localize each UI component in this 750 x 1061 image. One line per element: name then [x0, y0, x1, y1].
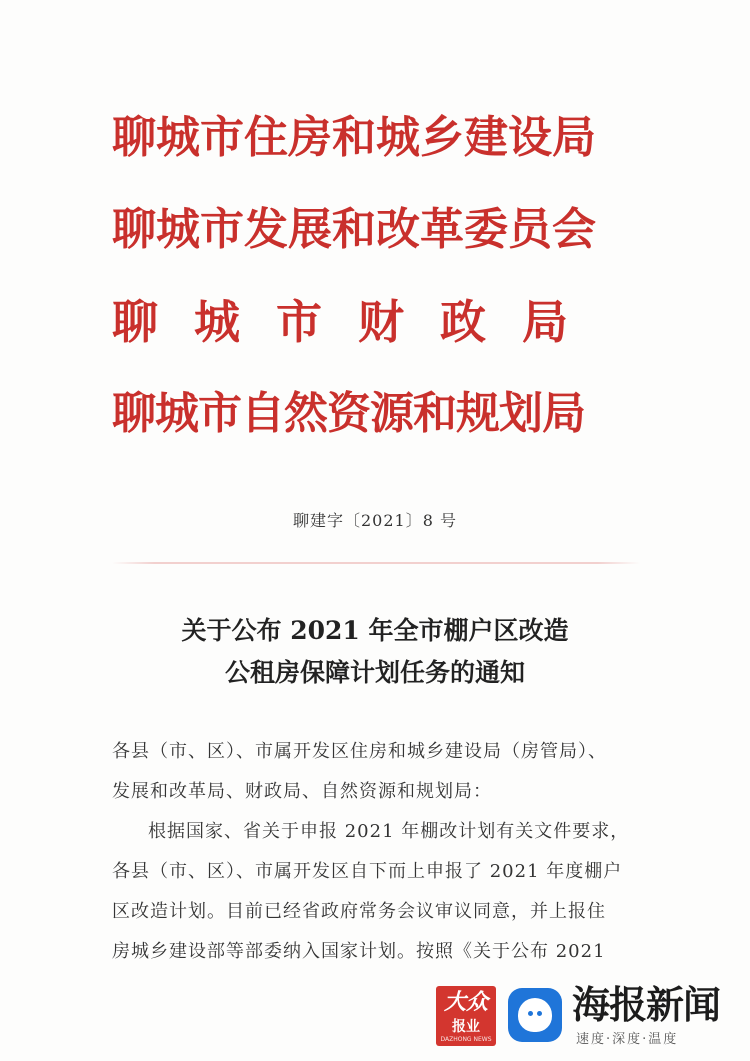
seal-mascot-icon	[518, 998, 552, 1032]
issuer-housing-bureau: 聊城市住房和城乡建设局	[112, 112, 596, 163]
issuer-finance-bureau: 聊城市财政局	[112, 295, 604, 349]
issuer-development-commission: 聊城市发展和改革委员会	[112, 204, 596, 255]
body-line: 区改造计划。目前已经省政府常务会议审议同意，并上报住	[112, 901, 606, 922]
document-body	[112, 732, 642, 972]
issuer-header	[112, 92, 642, 460]
badge-top-text: 大众	[443, 990, 488, 1015]
issuer-natural-resources-bureau: 聊城市自然资源和规划局	[112, 388, 585, 439]
body-line: 发展和改革局、财政局、自然资源和规划局：	[112, 781, 492, 802]
title-line: 公租房保障计划任务的通知	[224, 658, 525, 687]
app-name: 海报新闻	[572, 983, 721, 1027]
document-number: 聊建字〔2021〕8 号	[293, 511, 457, 530]
body-line: 房城乡建设部等部委纳入国家计划。按照《关于公布 2021	[112, 941, 606, 962]
body-line: 根据国家、省关于申报 2021 年棚改计划有关文件要求，	[148, 821, 630, 842]
title-line: 关于公布 2021 年全市棚户区改造	[181, 616, 569, 645]
body-line: 各县（市、区）、市属开发区住房和城乡建设局（房管局）、	[112, 741, 607, 762]
body-line: 各县（市、区）、市属开发区自下而上申报了 2021 年度棚户	[112, 861, 623, 882]
app-slogan: 速度·深度·温度	[576, 1032, 679, 1047]
header-divider	[112, 562, 640, 564]
badge-bottom-text: 报业	[452, 1019, 480, 1035]
haibao-app-icon	[508, 988, 562, 1042]
document-title	[0, 610, 750, 694]
badge-sub-text: DAZHONG NEWS	[440, 1036, 492, 1043]
dazhong-baoye-logo	[436, 986, 496, 1046]
